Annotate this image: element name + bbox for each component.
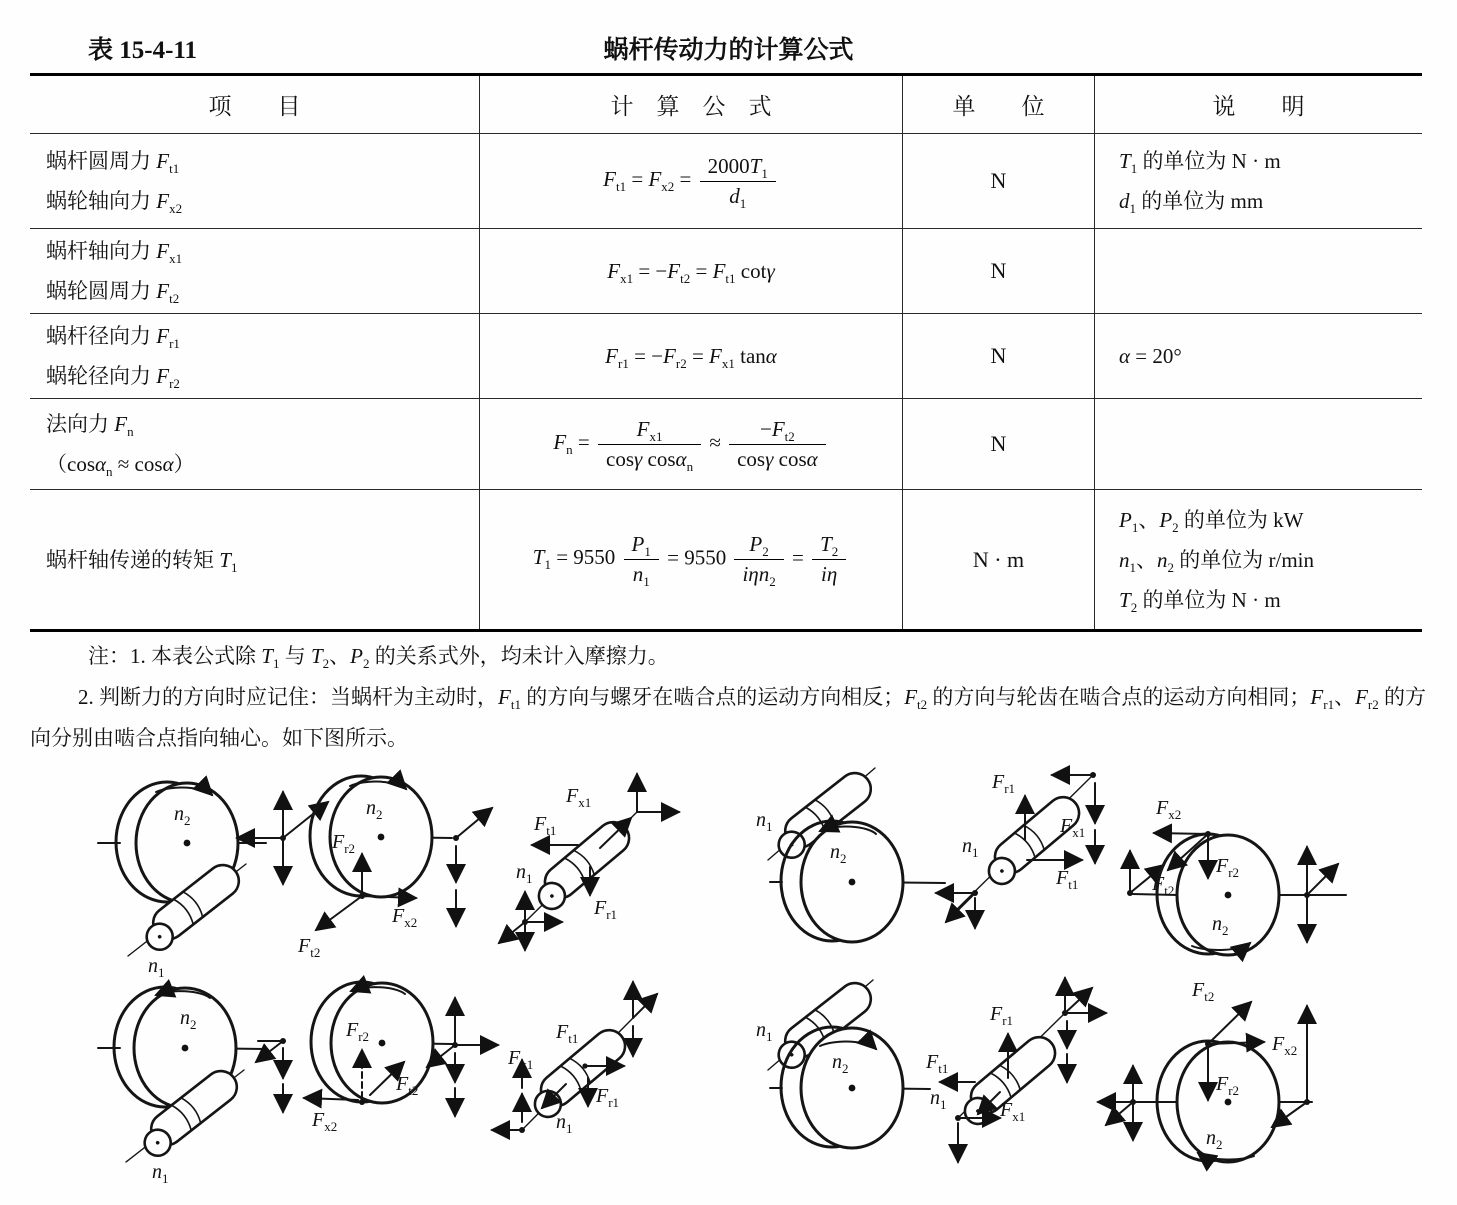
label-fr2: $F_{r2}$ <box>346 1019 370 1044</box>
figure-10-worm-above-wheel <box>756 977 930 1148</box>
item-cell: 蜗杆圆周力 $F_{t1}$ 蜗轮轴向力 $F_{x2}$ <box>30 134 480 229</box>
label-n1: $n_1$ <box>756 809 773 834</box>
col-header-formula: 计 算 公 式 <box>480 76 903 134</box>
figure-11-worm-forces <box>925 978 1106 1162</box>
label-fr1: $F_{r1}$ <box>594 897 618 922</box>
label-n2: $n_2$ <box>180 1007 197 1032</box>
label-n2: $n_2$ <box>366 797 383 822</box>
note-cell: $T_1$ 的单位为 N · m $d_1$ 的单位为 mm <box>1095 134 1422 229</box>
label-ft1: $F_{t1}$ <box>926 1051 949 1076</box>
label-ft1: $F_{t1}$ <box>1056 867 1079 892</box>
formula-cell <box>480 134 903 229</box>
figure-7-worm-below-wheel <box>98 987 266 1186</box>
label-fr2: $F_{r2}$ <box>1216 855 1240 880</box>
worm-wheel <box>310 776 432 897</box>
label-n1: $n_1$ <box>930 1087 947 1112</box>
unit-cell: N <box>903 399 1095 490</box>
figure-8-wheel-forces <box>304 982 498 1134</box>
label-n1: $n_1$ <box>962 835 979 860</box>
unit-cell: N <box>903 229 1095 314</box>
unit-cell: N · m <box>903 490 1095 629</box>
label-n1: $n_1$ <box>756 1019 773 1044</box>
footnote-2: 2. 判断力的方向时应记住：当蜗杆为主动时，$F_{t1}$ 的方向与螺牙在啮合点的运动方向相反；$F_{t2}$ 的方向与轮齿在啮合点的运动方向相同；$F_{r1}$、$F_{r2}$ 的方向分别由啮合点指向轴心。如下图所示。 <box>30 685 1426 750</box>
note-cell: $P_1$、$P_2$ 的单位为 kW $n_1$、$n_2$ 的单位为 r/min $T_2$ 的单位为 N · m <box>1095 490 1422 629</box>
label-fx1: $F_{x1}$ <box>1060 815 1086 840</box>
label-ft1: $F_{t1}$ <box>556 1021 579 1046</box>
footnote-1: 注：1. 本表公式除 $T_1$ 与 $T_2$、$P_2$ 的关系式外，均未计入摩擦力。 <box>88 644 669 672</box>
note-cell: α = 20° <box>1095 314 1422 399</box>
formula: $F_{t1} = F_{x2}$ = $\frac{2000T_1}{d_1}$ <box>603 154 779 209</box>
label-fx1: $F_{x1}$ <box>508 1047 534 1072</box>
label-ft2: $F_{t2}$ <box>1152 873 1175 898</box>
label-fr1: $F_{r1}$ <box>990 1003 1014 1028</box>
label-fx1: $F_{x1}$ <box>566 785 592 810</box>
figure-1-worm-below-wheel <box>98 782 266 980</box>
formula: $F_{x1} = -F_{t2} = F_{t1}$ cotγ <box>607 258 775 286</box>
label-fx2: $F_{x2}$ <box>1156 797 1182 822</box>
label-fr1: $F_{r1}$ <box>596 1085 620 1110</box>
label-fr1: $F_{r1}$ <box>992 771 1016 796</box>
formula-cell <box>480 490 903 629</box>
label-fx2: $F_{x2}$ <box>312 1109 338 1134</box>
item-cell: 蜗杆轴向力 $F_{x1}$ 蜗轮圆周力 $F_{t2}$ <box>30 229 480 314</box>
label-n2: $n_2$ <box>1212 913 1229 938</box>
figure-3-worm-forces <box>499 774 679 950</box>
label-ft1: $F_{t1}$ <box>534 813 557 838</box>
figure-6-wheel-forces <box>1127 797 1346 955</box>
note-cell <box>1095 399 1422 490</box>
formula-cell <box>480 229 903 314</box>
axes-marker <box>237 792 328 884</box>
label-ft2: $F_{t2}$ <box>1192 979 1215 1004</box>
formula: $F_{r1} = -F_{r2} = F_{x1}$ tanα <box>605 343 777 371</box>
label-fr2: $F_{r2}$ <box>1216 1073 1240 1098</box>
figure-5-worm-forces <box>936 771 1096 928</box>
table-footnotes <box>30 636 1432 759</box>
label-n1: $n_1$ <box>516 861 533 886</box>
label-n2: $n_2$ <box>174 803 191 828</box>
unit-cell: N <box>903 134 1095 229</box>
col-header-unit: 单 位 <box>903 76 1095 134</box>
label-ft2: $F_{t2}$ <box>396 1073 419 1098</box>
table-number: 表 15-4-11 <box>88 37 198 64</box>
label-n2: $n_2$ <box>1206 1127 1223 1152</box>
formula: $T_1 = 9550$ $\frac{P_1}{n_1}$ = 9550 $P_2$ iηn$_2$ = $\frac{T_2}{i\eta}$ <box>533 532 850 587</box>
label-n1: $n_1$ <box>152 1161 169 1186</box>
col-header-note: 说 明 <box>1095 76 1422 134</box>
label-fx1: $F_{x1}$ <box>1000 1099 1026 1124</box>
figure-4-worm-above-wheel <box>756 767 945 942</box>
page-title: 蜗杆传动力的计算公式 <box>603 37 854 64</box>
formula: $F_n$ = $\frac{F_{x1}}{\cos\gamma \cos\alpha_n}$ ≈ $\frac{-F_{t2}}{\text{cosγ cosα}}$ <box>553 417 828 472</box>
formula-cell <box>480 399 903 490</box>
figure-9-worm-forces <box>492 982 657 1136</box>
label-n2: $n_2$ <box>832 1051 849 1076</box>
item-cell: 法向力 $F_n$ （cosα$_n$ ≈ cosα） <box>30 399 480 490</box>
label-fx2: $F_{x2}$ <box>1272 1033 1298 1058</box>
unit-cell: N <box>903 314 1095 399</box>
label-fr2: $F_{r2}$ <box>332 831 356 856</box>
formula-table <box>30 73 1422 632</box>
figure-12-wheel-forces <box>1136 979 1312 1162</box>
label-n1: $n_1$ <box>556 1111 573 1136</box>
label-fx2: $F_{x2}$ <box>392 905 418 930</box>
worm <box>978 791 1086 890</box>
item-cell: 蜗杆轴传递的转矩 $T_1$ <box>30 490 480 629</box>
label-n1: $n_1$ <box>148 955 165 980</box>
col-header-item: 项 目 <box>30 76 480 134</box>
axes-marker <box>1098 1066 1136 1140</box>
force-direction-figures <box>0 748 1457 1205</box>
item-cell: 蜗杆径向力 $F_{r1}$ 蜗轮径向力 $F_{r2}$ <box>30 314 480 399</box>
label-ft2: $F_{t2}$ <box>298 935 321 960</box>
label-n2: $n_2$ <box>830 841 847 866</box>
formula-cell <box>480 314 903 399</box>
note-cell <box>1095 229 1422 314</box>
